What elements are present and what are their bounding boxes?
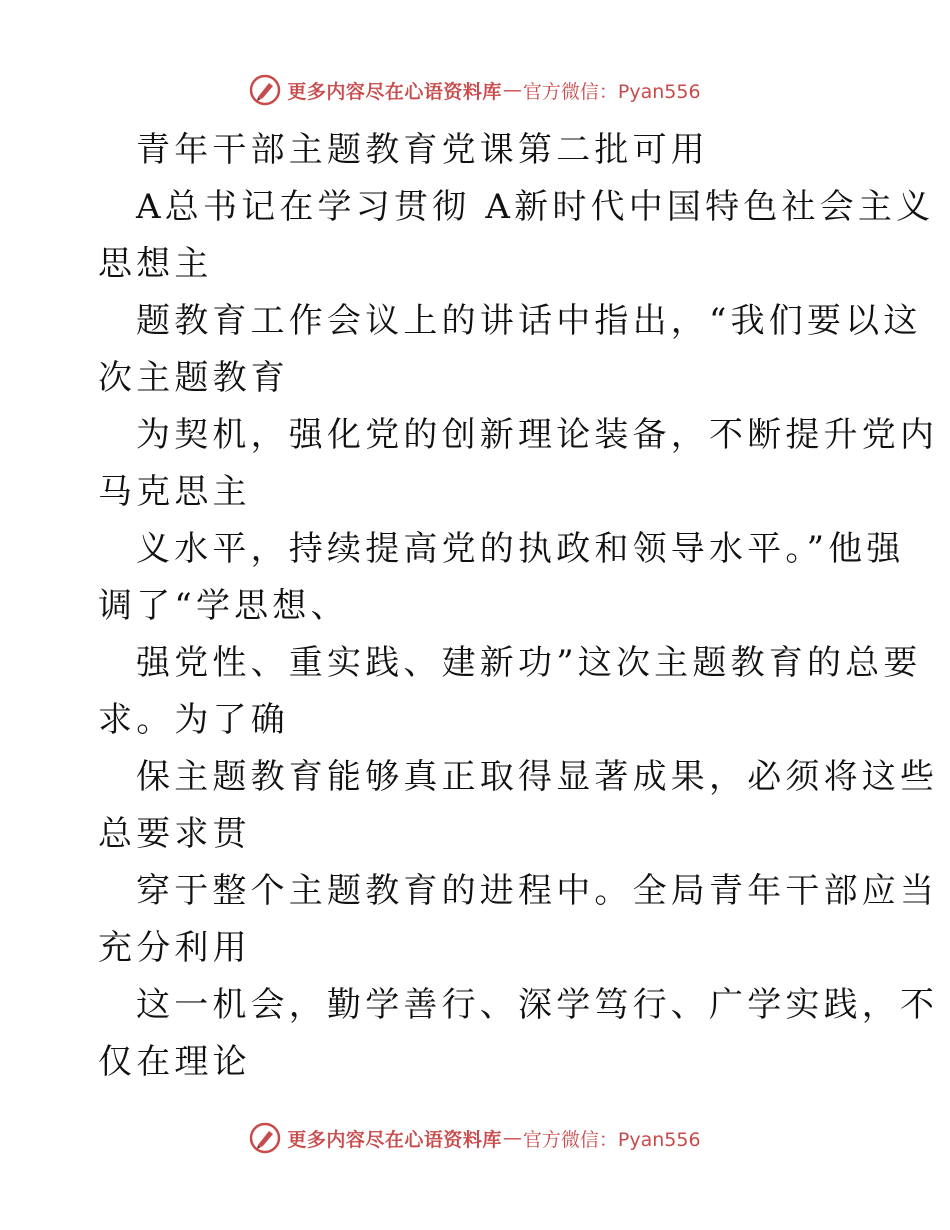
text-line: 总要求贯	[98, 814, 251, 854]
text-line: 仅在理论	[98, 1042, 251, 1082]
footer-banner	[0, 1118, 950, 1158]
banner-title: 更多内容尽在心语资料库	[287, 80, 502, 103]
pen-logo-icon	[249, 1122, 281, 1154]
text-line: 马克思主	[98, 472, 251, 512]
document-body	[98, 122, 939, 1091]
banner-contact: 官方微信：Pyan556	[522, 1128, 701, 1151]
text-line: 保主题教育能够真正取得显著成果，必须将这些	[136, 757, 939, 797]
pen-logo-icon	[249, 74, 281, 106]
header-banner	[0, 70, 950, 110]
text-line: 义水平，持续提高党的执政和领导水平。”他强	[136, 529, 905, 569]
banner-separator: —	[502, 79, 522, 101]
banner-title: 更多内容尽在心语资料库	[287, 1128, 502, 1151]
text-line: A总书记在学习贯彻 A新时代中国特色社会主义	[136, 187, 935, 227]
text-line: 为契机，强化党的创新理论装备，不断提升党内	[136, 415, 939, 455]
banner-separator: —	[502, 1127, 522, 1149]
text-line: 思想主	[98, 244, 213, 284]
text-line: 强党性、重实践、建新功”这次主题教育的总要	[136, 643, 922, 683]
text-line: 次主题教育	[98, 358, 289, 398]
text-line: 穿于整个主题教育的进程中。全局青年干部应当	[136, 871, 939, 911]
banner-contact: 官方微信：Pyan556	[522, 80, 701, 103]
text-line: 调了“学思想、	[98, 586, 349, 626]
document-title: 青年干部主题教育党课第二批可用	[136, 130, 709, 170]
text-line: 求。为了确	[98, 700, 289, 740]
text-line: 这一机会，勤学善行、深学笃行、广学实践，不	[136, 985, 939, 1025]
text-line: 充分利用	[98, 928, 251, 968]
text-line: 题教育工作会议上的讲话中指出，“我们要以这	[136, 301, 922, 341]
